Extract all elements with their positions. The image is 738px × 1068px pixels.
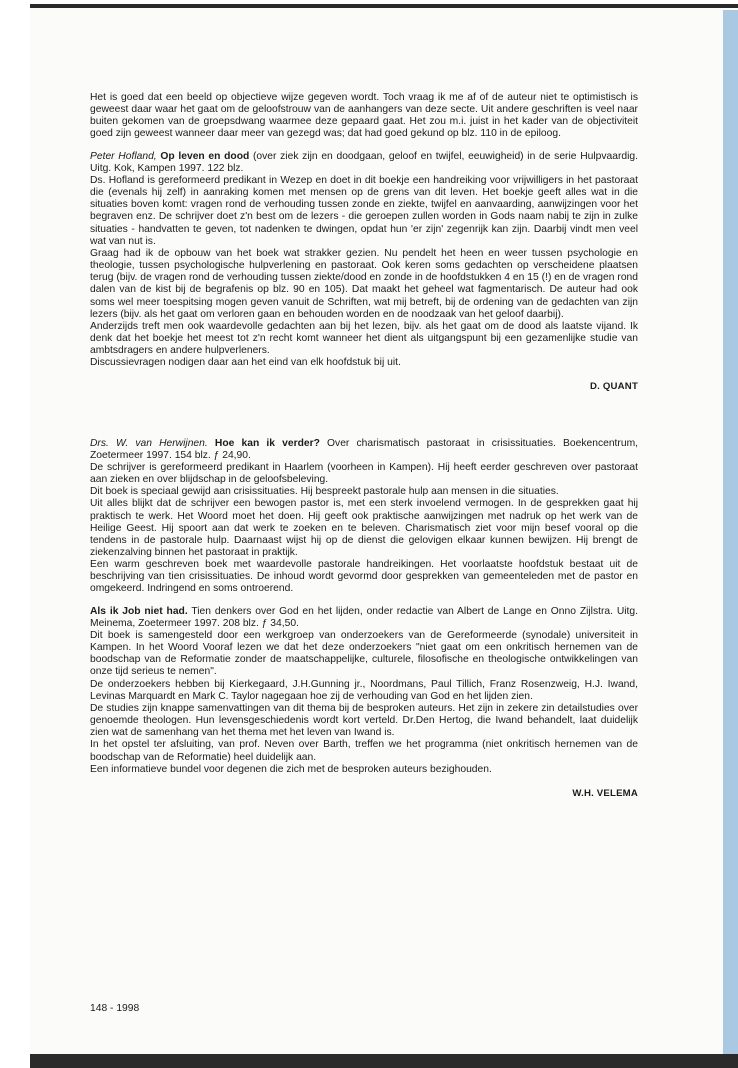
review-paragraph: De schrijver is gereformeerd predikant in Haarlem (voorheen in Kampen). Hij heeft eerder geschreven over pastoraat aan zieken en over blijdschap in de geloofsbeleving. xyxy=(90,461,638,486)
review-job xyxy=(90,606,638,800)
review-paragraph: Dit boek is samengesteld door een werkgroep van onderzoekers van de Gereformeerde (synodale) universiteit in Kampen. In het Woord Vooraf lezen we dat het deze onderzoekers "niet gaat om een onkritisch hernemen van de boodschap van de Reformatie zonder de maatschappelijke, culturele, filosofische en theologische ontwikkelingen van onze tijd serieus te nemen". xyxy=(90,629,638,678)
review-paragraph: Discussievragen nodigen daar aan het eind van elk hoofdstuk bij uit. xyxy=(90,357,401,369)
review-heading xyxy=(90,438,638,462)
review-heading xyxy=(90,151,638,175)
review-paragraph: Een warm geschreven boek met waardevolle pastorale handreikingen. Het voorlaatste hoofdstuk bestaat uit de beschrijving van tien crisissituaties. De inhoud wordt gevormd door gesprekken van gemeenteleden met de pastor en omgekeerd. Indringend en soms ontroerend. xyxy=(90,559,638,595)
review-paragraph: Ds. Hofland is gereformeerd predikant in Wezep en doet in dit boekje een handreiking voor vrijwilligers in het pastoraat die (evenals hij zelf) in aanraking komen met mensen op de grens van dit leven. Het boekje geeft alles wat in die situaties boven komt: vragen rond de verhouding tussen zonde en ziekte, twijfel en aanvaarding, aanwijzingen voor het begraven enz. De schrijver doet z'n best om de lezers - die geroepen zullen worden in Gods naam nabij te zijn in zulke situaties - handvatten te geven, tot nadenken te dwingen, opdat hun 'er zijn' zegenrijk kan zijn. Daarbij vindt men veel wat van nut is. xyxy=(90,174,638,247)
review-title: Als ik Job niet had. xyxy=(90,605,188,617)
review-paragraph: Graag had ik de opbouw van het boek wat strakker gezien. Nu pendelt het heen en weer tussen psychologie en theologie, tussen psychologische hulpverlening en pastoraat. Ook keren soms gedachten op verscheidene plaatsen terug (bijv. de vragen rond de verhouding tussen ziekte/dood en zonde in de hoofdstukken 4 en 15 (!) en de vragen rond dalen van de kist bij de begrafenis op blz. 90 en 105). Dat maakt het geheel wat fagmentarisch. De auteur had ook soms wel meer toespitsing mogen geven vanuit de Schriften, wat mij betreft, bij de ordening van de gedachten van zijn lezers (bijv. als het gaat om verloren gaan en behouden worden en de noodzaak van het geloof daarbij). xyxy=(90,247,638,320)
review-paragraph: De onderzoekers hebben bij Kierkegaard, J.H.Gunning jr., Noordmans, Paul Tillich, Franz Rosenzweig, H.J. Iwand, Levinas Marquardt en Mark C. Taylor nagegaan hoe zij de verhouding van God en het lijden zien. xyxy=(90,678,638,702)
review-heading xyxy=(90,606,638,630)
review-paragraph: Dit boek is speciaal gewijd aan crisissituaties. Hij bespreekt pastorale hulp aan mensen in die situaties. xyxy=(90,486,559,498)
scan-bottom-border xyxy=(30,1054,738,1068)
review-author: Peter Hofland, xyxy=(90,150,157,162)
review-meta: (over ziek zijn en doodgaan, geloof en twijfel, eeuwigheid) in de serie Hulpvaardig. Uitg. Kok, Kampen 1997. 122 blz. xyxy=(90,150,638,174)
scan-right-edge xyxy=(723,10,738,1054)
page-content xyxy=(90,92,638,800)
review-paragraph: In het opstel ter afsluiting, van prof. Neven over Barth, treffen we het programma (niet onkritisch hernemen van de boodschap van de Reformatie) heel duidelijk aan. xyxy=(90,739,638,763)
review-paragraph: Uit alles blijkt dat de schrijver een bewogen pastor is, met een sterk invoelend vermogen. In de gesprekken gaat hij praktisch te werk. Het Woord moet het doen. Hij geeft ook praktische aanwijzingen met nadruk op het werk van de Heilige Geest. Hij spoort aan dat werk te zoeken en te beleven. Charismatisch ziet voor mijn besef vooral op die tendens in de pastorale hulp. Daarnaast wijst hij op de dienst die gelovigen elkaar kunnen bewijzen. Hij brengt de ziekenzalving binnen het pastoraat in praktijk. xyxy=(90,498,638,558)
reviewer-signature: W.H. VELEMA xyxy=(572,787,638,799)
review-title: Op leven en dood xyxy=(160,150,250,162)
reviewer-signature: D. QUANT xyxy=(590,381,638,393)
review-meta: Tien denkers over God en het lijden, onder redactie van Albert de Lange en Onno Zijlstra. Uitg. Meinema, Zoetermeer 1997. 208 blz. ƒ 34,50. xyxy=(90,605,638,629)
review-paragraph: Een informatieve bundel voor degenen die zich met de besproken auteurs bezighouden. xyxy=(90,763,492,775)
page-number: 148 - 1998 xyxy=(90,1003,140,1014)
review-author: Drs. W. van Herwijnen. xyxy=(90,437,208,449)
review-herwijnen xyxy=(90,438,638,596)
review-hofland xyxy=(90,151,638,394)
review-paragraph: De studies zijn knappe samenvattingen van dit thema bij de besproken auteurs. Het zijn in zekere zin detailstudies over genoemde theologen. Hun levensgeschiedenis wordt kort verteld. Dr.Den Hertog, die Iwand behandelt, laat duidelijk zien wat de samenhang van het thema met het leven van Iwand is. xyxy=(90,702,638,739)
review-title: Hoe kan ik verder? xyxy=(214,437,320,449)
review-paragraph: Anderzijds treft men ook waardevolle gedachten aan bij het lezen, bijv. als het gaat om de dood als laatste vijand. Ik denk dat het boekje het meest tot z'n recht komt wanneer het dient als uitgangspunt bij een gezamenlijke studie van ambtsdragers en andere hulpverleners. xyxy=(90,320,638,357)
intro-paragraph: Het is goed dat een beeld op objectieve wijze gegeven wordt. Toch vraag ik me af of de auteur niet te optimistisch is geweest daar waar het gaat om de geloofstrouw van de aanhangers van deze secte. Uit andere geschriften is veel naar buiten gekomen van de groepsdwang waarmee deze gepaard gaat. Het zou m.i. juist in het kader van de objectiviteit goed zijn geweest wanneer daar meer van gezegd was; dat had goed gekund op blz. 110 in de epiloog. xyxy=(90,92,638,140)
review-meta: Over charismatisch pastoraat in crisissituaties. Boekencentrum, Zoetermeer 1997. 154 blz. ƒ 24,90. xyxy=(90,437,639,461)
